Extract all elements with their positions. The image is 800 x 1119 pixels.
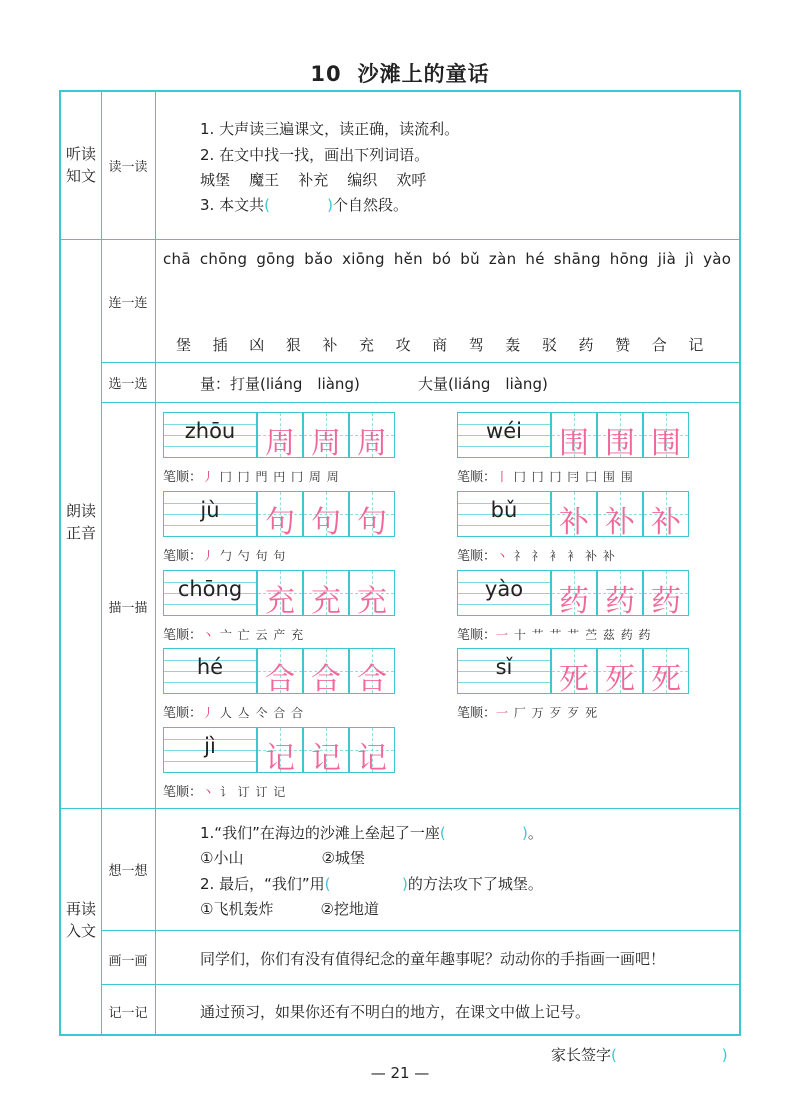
- trace-character: 周: [311, 426, 341, 461]
- sub-label-read: 读一读: [108, 160, 148, 175]
- option[interactable]: ②城堡: [321, 849, 365, 867]
- pinyin-box: [457, 412, 551, 458]
- stroke-highlight: 丿: [202, 549, 216, 563]
- character-item[interactable]: 轰: [505, 336, 521, 354]
- trace-character: 合: [311, 662, 341, 697]
- writing-grid: [163, 727, 395, 776]
- stroke-sequence: 十 艹 艹 艹 苎 茲 药 药: [509, 628, 652, 642]
- answer-blank[interactable]: ( ): [324, 875, 408, 893]
- option[interactable]: ①飞机轰炸: [200, 900, 274, 918]
- writing-grid: [163, 412, 395, 461]
- pinyin-item[interactable]: bó: [431, 250, 452, 268]
- pinyin-item[interactable]: gōng: [256, 250, 296, 268]
- trace-character: 记: [265, 741, 295, 776]
- task-line: 3. 本文共( )个自然段。: [200, 196, 409, 214]
- trace-character: 合: [265, 662, 295, 697]
- task-line: 2. 在文中找一找，画出下列词语。: [200, 146, 430, 164]
- pinyin-item[interactable]: bǔ: [460, 250, 480, 268]
- character-item[interactable]: 攻: [395, 336, 411, 354]
- trace-character: 充: [311, 584, 341, 619]
- trace-box[interactable]: [257, 412, 303, 461]
- writing-grid: [163, 491, 395, 540]
- stroke-highlight: 丶: [202, 628, 216, 642]
- trace-box[interactable]: [349, 727, 395, 776]
- trace-character: 补: [605, 505, 635, 540]
- character-item[interactable]: 补: [322, 336, 338, 354]
- stroke-highlight: 丶: [496, 549, 510, 563]
- pinyin-item[interactable]: chā: [163, 250, 191, 268]
- trace-character: 充: [265, 584, 295, 619]
- writing-grid: [457, 412, 689, 461]
- row-divider: [101, 930, 741, 931]
- stroke-sequence: 冂 冂 冂 冃 囗 围 围: [509, 470, 634, 484]
- word-list: 城堡 魔王 补充 编织 欢呼: [200, 171, 427, 189]
- trace-box[interactable]: [349, 648, 395, 697]
- pinyin-box: [163, 727, 257, 773]
- pinyin-item[interactable]: xiōng: [342, 250, 385, 268]
- trace-box[interactable]: [257, 727, 303, 776]
- stroke-highlight: 一: [496, 628, 510, 642]
- character-item[interactable]: 记: [688, 336, 704, 354]
- trace-box[interactable]: [551, 491, 597, 540]
- section-divider: [59, 808, 741, 809]
- question-2: 2. 最后，“我们”用( )的方法攻下了城堡。: [200, 875, 543, 893]
- pinyin-item[interactable]: yào: [703, 250, 732, 268]
- stroke-sequence: 讠 订 订 记: [215, 785, 287, 799]
- character-item[interactable]: 凶: [249, 336, 265, 354]
- pinyin-item[interactable]: hōng: [609, 250, 649, 268]
- pinyin-label: chōng: [177, 577, 243, 601]
- sub-label-connect: 连一连: [108, 296, 148, 311]
- section-divider: [59, 239, 741, 240]
- pinyin-list: [163, 250, 740, 268]
- sub-label-trace: 描一描: [108, 601, 148, 616]
- stroke-order: 笔顺：一 厂 万 歹 歹 死: [457, 706, 599, 721]
- pinyin-item[interactable]: jià: [657, 250, 677, 268]
- pinyin-label: sǐ: [495, 655, 513, 679]
- pinyin-item[interactable]: hé: [525, 250, 545, 268]
- character-item[interactable]: 驳: [541, 336, 557, 354]
- stroke-order: 笔顺：丨 冂 冂 冂 冃 囗 围 围: [457, 470, 634, 485]
- trace-box[interactable]: [349, 491, 395, 540]
- trace-box[interactable]: [643, 648, 689, 697]
- answer-blank[interactable]: ( ): [264, 196, 334, 214]
- trace-character: 药: [651, 584, 681, 619]
- trace-character: 死: [651, 662, 681, 697]
- stroke-highlight: 丶: [202, 785, 216, 799]
- stroke-order: 笔顺：丿 冂 冂 門 円 冂 周 周: [163, 470, 340, 485]
- character-item[interactable]: 合: [651, 336, 667, 354]
- trace-character: 围: [559, 426, 589, 461]
- trace-character: 围: [605, 426, 635, 461]
- trace-box[interactable]: [643, 412, 689, 461]
- trace-character: 记: [357, 741, 387, 776]
- draw-instruction: 同学们，你们有没有值得纪念的童年趣事呢？动动你的手指画一画吧！: [200, 950, 666, 968]
- signature-blank[interactable]: ( ): [611, 1046, 728, 1064]
- pinyin-label: yào: [484, 577, 524, 601]
- stroke-order: 笔顺：丶 礻 礻 衤 衤 补 补: [457, 549, 616, 564]
- trace-character: 合: [357, 662, 387, 697]
- worksheet-frame: [59, 90, 741, 1036]
- choose-item[interactable]: 量：打量(liáng liàng): [200, 375, 360, 393]
- stroke-order: 笔顺：丿 勹 勺 句 句: [163, 549, 287, 564]
- page-title: [0, 58, 800, 88]
- answer-blank[interactable]: ( ): [439, 824, 528, 842]
- character-item[interactable]: 赞: [615, 336, 631, 354]
- trace-box[interactable]: [349, 412, 395, 461]
- character-list: [176, 334, 725, 355]
- pinyin-box: [163, 491, 257, 537]
- stroke-highlight: 一: [496, 706, 510, 720]
- sub-label-think: 想一想: [108, 864, 148, 879]
- writing-grid: [457, 491, 689, 540]
- trace-character: 充: [357, 584, 387, 619]
- trace-box[interactable]: [257, 570, 303, 619]
- pinyin-label: jì: [204, 734, 216, 758]
- trace-character: 围: [651, 426, 681, 461]
- pinyin-label: hé: [196, 655, 224, 679]
- parent-signature: 家长签字( ): [551, 1046, 728, 1064]
- stroke-order: 笔顺：一 十 艹 艹 艹 苎 茲 药 药: [457, 628, 652, 643]
- pinyin-label: zhōu: [184, 419, 236, 443]
- trace-box[interactable]: [643, 491, 689, 540]
- pinyin-box: [163, 412, 257, 458]
- pinyin-item[interactable]: jì: [685, 250, 695, 268]
- pinyin-box: [163, 648, 257, 694]
- stroke-sequence: 勹 勺 句 句: [215, 549, 287, 563]
- character-item[interactable]: 插: [212, 336, 228, 354]
- trace-box[interactable]: [597, 491, 643, 540]
- options-1: [200, 847, 365, 868]
- character-item[interactable]: 堡: [176, 336, 192, 354]
- trace-box[interactable]: [303, 491, 349, 540]
- pinyin-box: [163, 570, 257, 616]
- stroke-order: 笔顺：丿 人 亼 仒 合 合: [163, 706, 305, 721]
- pinyin-item[interactable]: zàn: [488, 250, 517, 268]
- trace-box[interactable]: [303, 570, 349, 619]
- trace-box[interactable]: [303, 727, 349, 776]
- option[interactable]: ②挖地道: [320, 900, 379, 918]
- pinyin-box: [457, 570, 551, 616]
- pinyin-label: bǔ: [490, 498, 518, 522]
- trace-character: 句: [357, 505, 387, 540]
- stroke-sequence: 礻 礻 衤 衤 补 补: [509, 549, 616, 563]
- sub-label-choose: 选一选: [108, 377, 148, 392]
- stroke-highlight: 丿: [202, 470, 216, 484]
- character-item[interactable]: 商: [432, 336, 448, 354]
- pinyin-item[interactable]: shāng: [553, 250, 601, 268]
- pinyin-label: wéi: [486, 419, 522, 443]
- trace-box[interactable]: [643, 570, 689, 619]
- writing-grid: [457, 648, 689, 697]
- trace-character: 死: [605, 662, 635, 697]
- row-divider: [101, 402, 741, 403]
- trace-box[interactable]: [257, 648, 303, 697]
- pinyin-label: jù: [200, 498, 220, 522]
- trace-box[interactable]: [551, 412, 597, 461]
- trace-character: 周: [265, 426, 295, 461]
- stroke-sequence: 亠 亡 云 产 充: [215, 628, 305, 642]
- trace-box[interactable]: [257, 491, 303, 540]
- row-divider: [101, 984, 741, 985]
- options-2: [200, 898, 379, 919]
- writing-grid: [163, 648, 395, 697]
- choose-item[interactable]: 大量(liáng liàng): [418, 375, 548, 393]
- question-1: 1.“我们”在海边的沙滩上垒起了一座( )。: [200, 824, 543, 842]
- trace-character: 死: [559, 662, 589, 697]
- pinyin-box: [457, 648, 551, 694]
- sub-label-draw: 画一画: [108, 954, 148, 969]
- trace-box[interactable]: [303, 412, 349, 461]
- character-item[interactable]: 狠: [285, 336, 301, 354]
- trace-box[interactable]: [349, 570, 395, 619]
- category-label: 听读 知文: [65, 145, 96, 185]
- option[interactable]: ①小山: [200, 849, 244, 867]
- stroke-highlight: 丨: [496, 470, 510, 484]
- trace-character: 药: [559, 584, 589, 619]
- task-line: 1. 大声读三遍课文，读正确，读流利。: [200, 120, 460, 138]
- trace-box[interactable]: [597, 648, 643, 697]
- category-label: 再读 入文: [65, 900, 96, 940]
- trace-box[interactable]: [597, 570, 643, 619]
- character-item[interactable]: 药: [578, 336, 594, 354]
- trace-character: 药: [605, 584, 635, 619]
- page-number: — 21 —: [370, 1064, 430, 1082]
- character-item[interactable]: 充: [358, 336, 374, 354]
- trace-character: 补: [559, 505, 589, 540]
- stroke-sequence: 冂 冂 門 円 冂 周 周: [215, 470, 340, 484]
- trace-character: 补: [651, 505, 681, 540]
- trace-box[interactable]: [551, 648, 597, 697]
- trace-character: 句: [265, 505, 295, 540]
- stroke-order: 笔顺：丶 讠 订 订 记: [163, 785, 287, 800]
- column-divider: [101, 90, 102, 1036]
- trace-box[interactable]: [597, 412, 643, 461]
- lesson-number: 10: [310, 62, 342, 86]
- stroke-sequence: 人 亼 仒 合 合: [215, 706, 305, 720]
- trace-character: 记: [311, 741, 341, 776]
- pinyin-item[interactable]: hěn: [393, 250, 423, 268]
- trace-character: 周: [357, 426, 387, 461]
- note-instruction: 通过预习，如果你还有不明白的地方，在课文中做上记号。: [200, 1003, 591, 1021]
- lesson-title: 沙滩上的童话: [357, 62, 490, 86]
- trace-box[interactable]: [303, 648, 349, 697]
- writing-grid: [457, 570, 689, 619]
- stroke-sequence: 厂 万 歹 歹 死: [509, 706, 599, 720]
- trace-character: 句: [311, 505, 341, 540]
- row-divider: [101, 362, 741, 363]
- writing-grid: [163, 570, 395, 619]
- pinyin-item[interactable]: chōng: [199, 250, 248, 268]
- pinyin-box: [457, 491, 551, 537]
- stroke-order: 笔顺：丶 亠 亡 云 产 充: [163, 628, 305, 643]
- category-label: 朗读 正音: [65, 502, 96, 542]
- pinyin-item[interactable]: bǎo: [304, 250, 334, 268]
- character-item[interactable]: 驾: [468, 336, 484, 354]
- sub-label-note: 记一记: [108, 1006, 148, 1021]
- trace-box[interactable]: [551, 570, 597, 619]
- stroke-highlight: 丿: [202, 706, 216, 720]
- column-divider: [155, 90, 156, 1036]
